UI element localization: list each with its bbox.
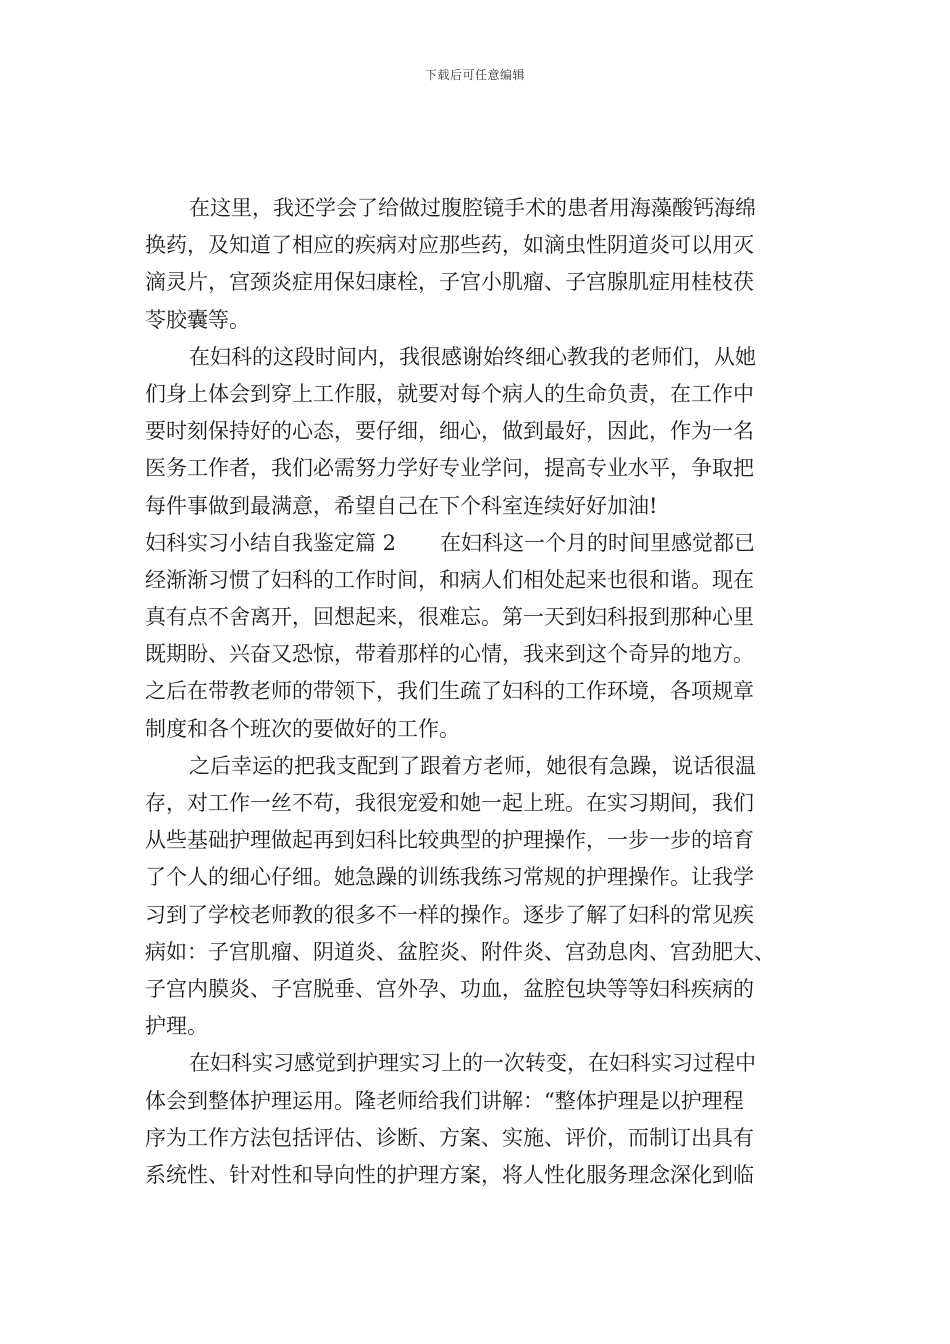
text-line-content: 滴灵片，宫颈炎症用保妇康栓，子宫小肌瘤、子宫腺肌症用桂枝茯 [145, 270, 754, 295]
text-line-content: 序为工作方法包括评估、诊断、方案、实施、评价，而制订出具有 [145, 1125, 754, 1150]
text-line [145, 413, 810, 450]
text-line [145, 227, 810, 264]
text-line-content: 习到了学校老师教的很多不一样的操作。逐步了解了妇科的常见疾 [145, 902, 754, 927]
text-line [145, 562, 810, 599]
text-line-content: 系统性、针对性和导向性的护理方案，将人性化服务理念深化到临 [145, 1162, 754, 1187]
text-line [145, 264, 810, 301]
text-line [145, 190, 810, 227]
text-line-content: 经渐渐习惯了妇科的工作时间，和病人们相处起来也很和谐。现在 [145, 567, 754, 592]
text-line-content: 苓胶囊等。 [145, 307, 250, 332]
text-line-content: 们身上体会到穿上工作服，就要对每个病人的生命负责，在工作中 [145, 381, 754, 406]
text-line [145, 339, 810, 376]
text-line [145, 450, 810, 487]
text-line [145, 1157, 810, 1194]
text-line [145, 785, 810, 822]
text-line-content: 要时刻保持好的心态，要仔细，细心，做到最好，因此，作为一名 [145, 419, 754, 444]
text-line [145, 1120, 810, 1157]
text-line-content: 存，对工作一丝不苟，我很宠爱和她一起上班。在实习期间，我们 [145, 791, 754, 815]
page-header: 下载后可任意编辑 [424, 68, 525, 82]
text-line-content: 了个人的细心仔细。她急躁的训练我练习常规的护理操作。让我学 [145, 865, 754, 890]
text-line [145, 302, 810, 339]
text-line [145, 711, 810, 748]
text-line-content: 制度和各个班次的要做好的工作。 [145, 716, 460, 741]
text-line-content: 在这里，我还学会了给做过腹腔镜手术的患者用海藻酸钙海绵 [189, 196, 756, 220]
text-line-content: 体会到整体护理运用。隆老师给我们讲解：“整体护理是以护理程 [145, 1088, 744, 1113]
text-line [145, 748, 810, 785]
text-line-content: 之后幸运的把我支配到了跟着方老师，她很有急躁，说话很温 [189, 753, 756, 778]
text-line-content: 每件事做到最满意，希望自己在下个科室连续好好加油! [145, 493, 658, 518]
text-line-content: 护理。 [145, 1014, 208, 1039]
text-line-content: 病如：子宫肌瘤、阴道炎、盆腔炎、附件炎、宫劲息肉、宫劲肥大、 [145, 939, 775, 964]
text-line [145, 934, 810, 971]
text-line-content: 从些基础护理做起再到妇科比较典型的护理操作，一步一步的培育 [145, 828, 754, 853]
text-line-content: 之后在带教老师的带领下，我们生疏了妇科的工作环境，各项规章 [145, 679, 754, 704]
text-line [145, 673, 810, 710]
text-line-continuation: 在妇科这一个月的时间里感觉都已 [440, 530, 756, 555]
text-line-content: 妇科实习小结自我鉴定篇 2 [145, 530, 397, 555]
text-line [145, 822, 810, 859]
text-line-content: 在妇科实习感觉到护理实习上的一次转变，在妇科实习过程中 [189, 1051, 756, 1076]
text-line-content: 换药，及知道了相应的疾病对应那些药，如滴虫性阴道炎可以用灭 [145, 233, 754, 258]
text-line [145, 1045, 810, 1082]
text-line [145, 376, 810, 413]
text-line-content: 医务工作者，我们必需努力学好专业学问，提高专业水平，争取把 [145, 456, 754, 481]
text-line [145, 1083, 810, 1120]
text-line [145, 636, 810, 673]
text-line-content: 子宫内膜炎、子宫脱垂、宫外孕、功血，盆腔包块等等妇科疾病的 [145, 976, 754, 1001]
text-line-content: 真有点不舍离开，回想起来，很难忘。第一天到妇科报到那种心里 [145, 605, 754, 630]
text-line-content: 在妇科的这段时间内，我很感谢始终细心教我的老师们，从她 [189, 344, 756, 369]
text-line [145, 525, 810, 562]
text-line [145, 971, 810, 1008]
text-line [145, 488, 810, 525]
text-line [145, 859, 810, 896]
text-line-content: 既期盼、兴奋又恐惊，带着那样的心情，我来到这个奇异的地方。 [145, 642, 754, 667]
document-body [145, 190, 810, 1194]
text-line [145, 1008, 810, 1045]
text-line [145, 599, 810, 636]
text-line [145, 897, 810, 934]
